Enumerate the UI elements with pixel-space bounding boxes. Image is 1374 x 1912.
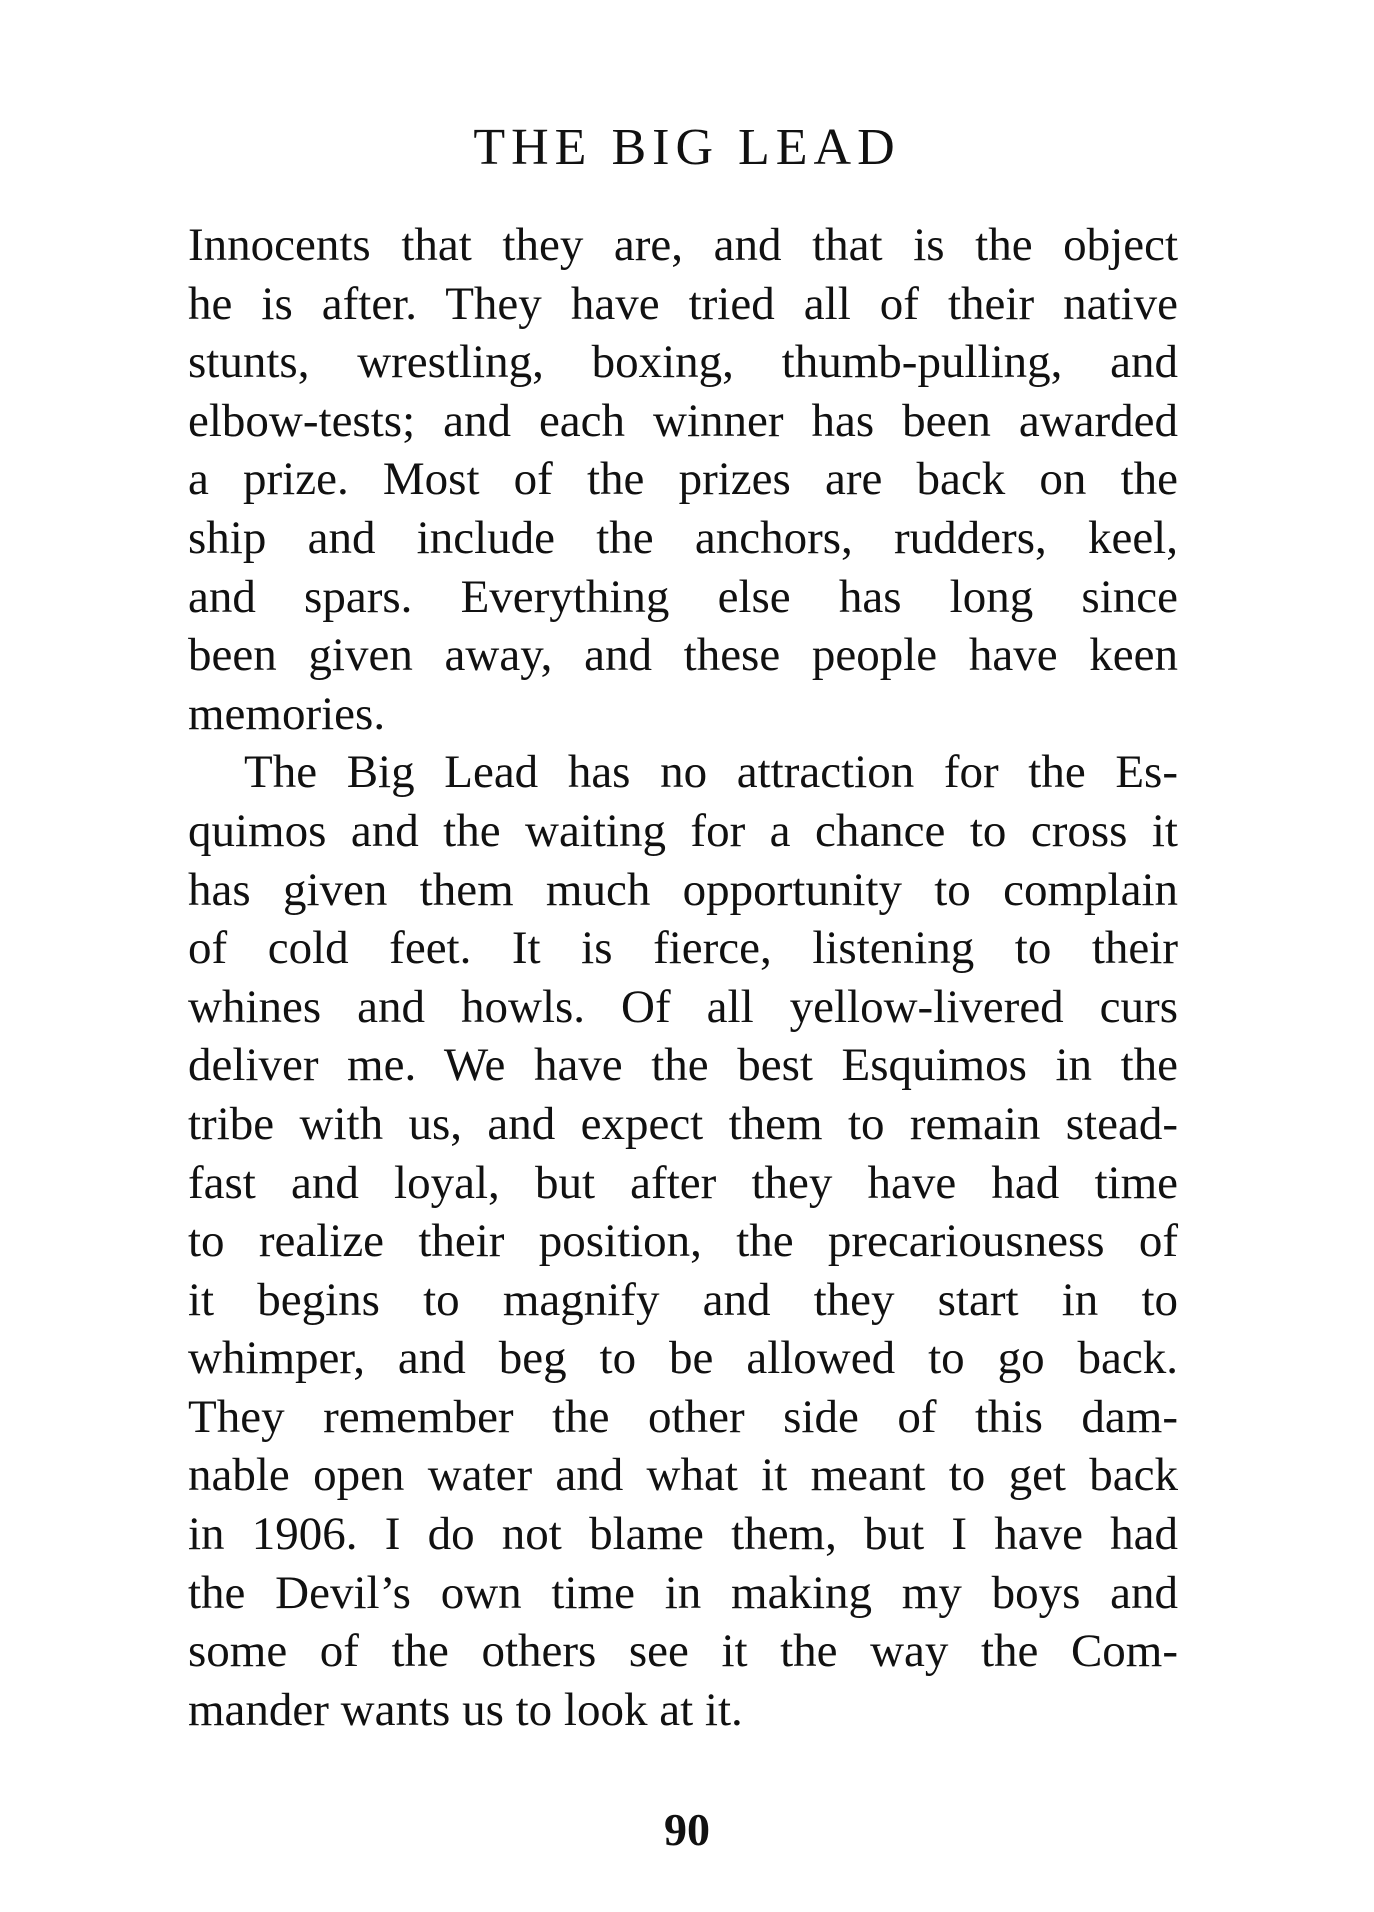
text-line: it begins to magnify and they start in to: [188, 1273, 1178, 1326]
text-line: deliver me. We have the best Esquimos in the: [188, 1039, 1178, 1092]
text-line: stunts, wrestling, boxing, thumb-pulling, and: [188, 336, 1178, 389]
text-line: some of the others see it the way the Com-: [188, 1625, 1178, 1678]
text-line: in 1906. I do not blame them, but I have had: [188, 1508, 1178, 1561]
page-number: 90: [664, 1804, 710, 1855]
text-line: he is after. They have tried all of their native: [188, 277, 1178, 330]
text-line: elbow-tests; and each winner has been awarded: [188, 394, 1178, 447]
running-head: THE BIG LEAD: [473, 119, 901, 176]
paragraph-first-line: The Big Lead has no attraction for the Es-: [244, 746, 1178, 799]
text-line: a prize. Most of the prizes are back on the: [188, 453, 1178, 506]
text-line: to realize their position, the precariousness of: [188, 1215, 1178, 1268]
text-line: whines and howls. Of all yellow-livered curs: [188, 980, 1178, 1033]
text-line: tribe with us, and expect them to remain stead-: [188, 1097, 1178, 1150]
text-line: They remember the other side of this dam-: [188, 1390, 1178, 1443]
text-line: nable open water and what it meant to get back: [188, 1449, 1178, 1502]
text-line: of cold feet. It is fierce, listening to their: [188, 922, 1178, 975]
text-line: whimper, and beg to be allowed to go back.: [188, 1332, 1178, 1385]
text-line: mander wants us to look at it.: [188, 1683, 743, 1736]
text-line: been given away, and these people have keen: [188, 629, 1178, 682]
text-line: quimos and the waiting for a chance to cross it: [188, 804, 1178, 857]
text-line: ship and include the anchors, rudders, keel,: [188, 511, 1178, 564]
text-line: has given them much opportunity to complain: [188, 863, 1178, 916]
body-text: [188, 216, 1178, 1739]
text-line: fast and loyal, but after they have had time: [188, 1156, 1178, 1209]
text-line: and spars. Everything else has long since: [188, 570, 1178, 623]
text-line: Innocents that they are, and that is the object: [188, 219, 1178, 271]
text-line: the Devil’s own time in making my boys and: [188, 1566, 1178, 1619]
text-line: memories.: [188, 687, 386, 740]
